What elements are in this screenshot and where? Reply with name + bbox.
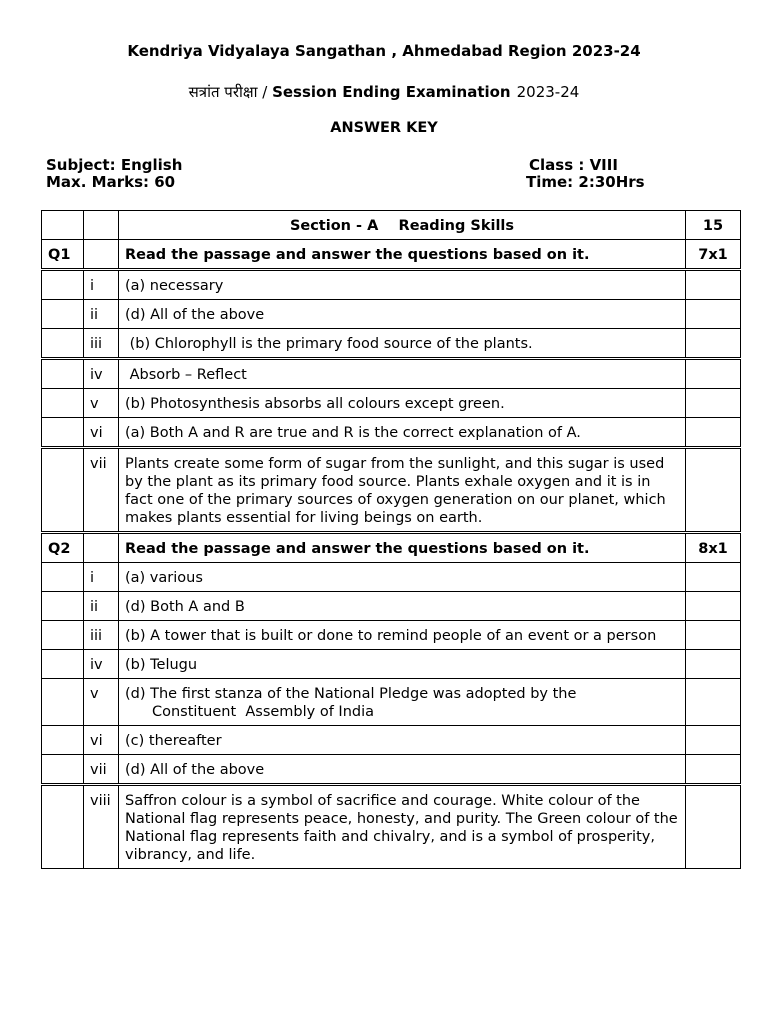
table-row xyxy=(42,621,741,650)
sub-number: viii xyxy=(84,785,119,869)
answer-text: (b) A tower that is built or done to remind people of an event or a person xyxy=(119,621,686,650)
answer-text: (d) All of the above xyxy=(119,755,686,785)
question-prompt: Read the passage and answer the questions based on it. xyxy=(119,533,686,563)
question-number: Q1 xyxy=(42,240,84,270)
section-row xyxy=(42,211,741,240)
sub-number: v xyxy=(84,389,119,418)
exam-title xyxy=(0,82,768,102)
sub-number: vi xyxy=(84,418,119,448)
table-row xyxy=(42,418,741,448)
question-prompt: Read the passage and answer the questions based on it. xyxy=(119,240,686,270)
meta-right xyxy=(526,157,645,191)
answer-text: (a) Both A and R are true and R is the correct explanation of A. xyxy=(119,418,686,448)
table-row xyxy=(42,329,741,359)
answer-text xyxy=(119,679,686,726)
document-title: Kendriya Vidyalaya Sangathan , Ahmedabad Region 2023-24 xyxy=(127,42,641,60)
answer-key-table xyxy=(41,210,741,869)
answer-text: Plants create some form of sugar from the sunlight, and this sugar is used by the plant as its primary food source. Plants exhale oxygen and it is in fact one of the primary sources of oxygen generation on our planet, which makes plants essential for living beings on earth. xyxy=(119,448,686,533)
table-row xyxy=(42,679,741,726)
table-row xyxy=(42,785,741,869)
meta-left xyxy=(46,157,182,191)
question-row-q1 xyxy=(42,240,741,270)
sub-number: vii xyxy=(84,755,119,785)
table-row xyxy=(42,448,741,533)
table-row xyxy=(42,389,741,418)
sub-number: iv xyxy=(84,359,119,389)
answer-text: Saffron colour is a symbol of sacrifice and courage. White colour of the National flag represents peace, honesty, and purity. The Green colour of the National flag represents faith and chivalry, and is a symbol of prosperity, vibrancy, and life. xyxy=(119,785,686,869)
exam-title-hindi: सत्रांत परीक्षा xyxy=(188,83,258,101)
answer-line-1: (d) The first stanza of the National Pledge was adopted by the xyxy=(125,686,577,702)
section-marks: 15 xyxy=(686,211,741,240)
table-row xyxy=(42,563,741,592)
sub-number: iv xyxy=(84,650,119,679)
sub-number: i xyxy=(84,563,119,592)
sub-number: iii xyxy=(84,329,119,359)
table-row xyxy=(42,650,741,679)
table-row xyxy=(42,300,741,329)
answer-key-heading: ANSWER KEY xyxy=(330,120,438,136)
question-number: Q2 xyxy=(42,533,84,563)
answer-text: (b) Telugu xyxy=(119,650,686,679)
sub-number: v xyxy=(84,679,119,726)
question-marks: 8x1 xyxy=(686,533,741,563)
question-marks: 7x1 xyxy=(686,240,741,270)
question-row-q2 xyxy=(42,533,741,563)
exam-title-separator: / xyxy=(257,83,273,101)
section-title: Section - A Reading Skills xyxy=(119,211,686,240)
table-row xyxy=(42,755,741,785)
time-label: Time: 2:30Hrs xyxy=(526,173,645,191)
subject-label: Subject: English xyxy=(46,156,183,174)
exam-year: 2023-24 xyxy=(516,83,580,101)
table-row xyxy=(42,359,741,389)
answer-text: (a) various xyxy=(119,563,686,592)
class-label: Class : VIII xyxy=(529,156,618,174)
answer-text: Absorb – Reflect xyxy=(119,359,686,389)
sub-number: ii xyxy=(84,592,119,621)
answer-line-2: Constituent Assembly of India xyxy=(152,704,375,720)
table-row xyxy=(42,592,741,621)
table-row xyxy=(42,270,741,300)
exam-title-english: Session Ending Examination xyxy=(272,83,511,101)
answer-text: (c) thereafter xyxy=(119,726,686,755)
max-marks-label: Max. Marks: 60 xyxy=(46,173,176,191)
answer-text: (a) necessary xyxy=(119,270,686,300)
answer-text: (b) Chlorophyll is the primary food source of the plants. xyxy=(119,329,686,359)
sub-number: ii xyxy=(84,300,119,329)
sub-number: vi xyxy=(84,726,119,755)
sub-number: i xyxy=(84,270,119,300)
sub-number: iii xyxy=(84,621,119,650)
table-row xyxy=(42,726,741,755)
answer-text: (d) All of the above xyxy=(119,300,686,329)
answer-text: (b) Photosynthesis absorbs all colours except green. xyxy=(119,389,686,418)
sub-number: vii xyxy=(84,448,119,533)
answer-text: (d) Both A and B xyxy=(119,592,686,621)
